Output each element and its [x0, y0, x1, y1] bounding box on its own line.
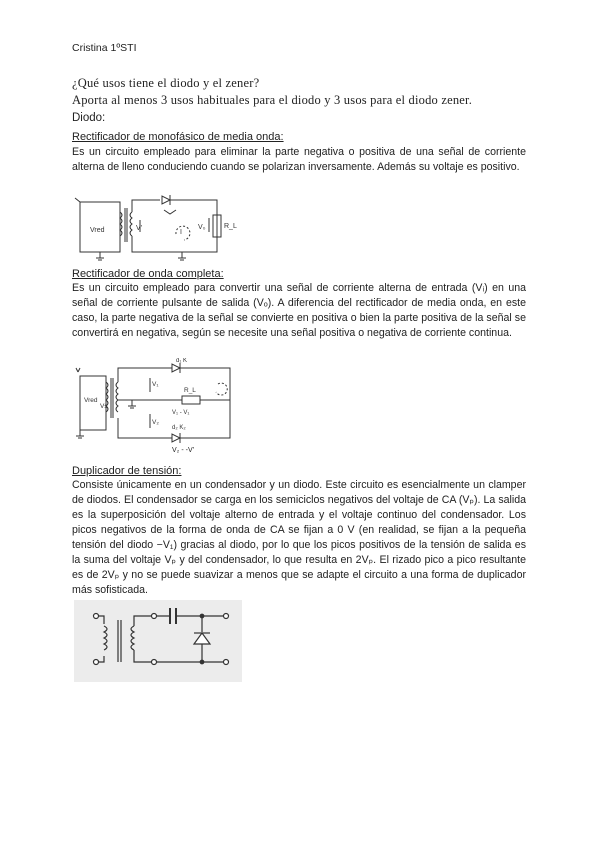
- label-rl: R_L: [224, 223, 237, 230]
- heading-voltage-doubler: Duplicador de tensión:: [72, 465, 182, 477]
- label-vbot: V₂ - -V': [172, 447, 194, 454]
- label-d1: d₁ K: [176, 358, 188, 364]
- label-vo: V₀: [198, 224, 206, 231]
- half-wave-circuit-figure: [72, 190, 272, 266]
- author-name: Cristina 1ºSTI: [72, 42, 137, 54]
- paragraph-voltage-doubler: Consiste únicamente en un condensador y un diodo. Este circuito es esencialmente un clamper de diodos. El condensador se carga en los semiciclos negativos del voltaje de CA (Vₚ). La salida es la superposición del voltaje alterno de entrada y el voltaje continuo del condensador. Los picos negativos de la forma de onda de CA se fijan a 0 V (en realidad, se fijan a la pequeña tensión del diodo −V₁) gracias al diodo, por lo que los picos positivos de la tensión de salida es la suma del voltaje Vₚ y del condensador, lo que resulta en 2Vₚ. El rizado pico a pico resultante es de 2Vₚ y no se puede suavizar a menos que se adapte el circuito a una forma de duplicador más sofisticada.: [72, 479, 526, 596]
- paragraph-half-wave: Es un circuito empleado para eliminar la parte negativa o positiva de una señal de corriente alterna de lleno conduciendo cuando se polarizan inversamente. Además su voltaje es positivo.: [72, 146, 526, 173]
- label-vs: Vs: [100, 403, 108, 410]
- label-vred: Vred: [90, 227, 105, 234]
- label-v2: V₂: [152, 419, 159, 426]
- paragraph-full-wave: Es un circuito empleado para convertir una señal de corriente alterna de entrada (Vᵢ) en una señal de corriente pulsante de salida (Vₒ). A diferencia del rectificador de media onda, en este caso, la parte negativa de la señal se convierte en positiva o bien la parte positiva de la señal se convertirá en negativa, según se necesite una señal positiva o negativa de corriente continua.: [72, 282, 526, 339]
- label-vout: V₁ - V₁: [172, 410, 190, 416]
- label-d2: d₂ K₂: [172, 425, 186, 431]
- heading-full-wave: Rectificador de onda completa:: [72, 268, 224, 280]
- section-title: Diodo:: [72, 112, 106, 124]
- label-v1: V₁: [152, 381, 159, 388]
- voltage-doubler-figure: [74, 600, 242, 682]
- question-line-2: Aporta al menos 3 usos habituales para el diodo y 3 usos para el diodo zener.: [72, 93, 473, 107]
- label-vred-2: Vred: [84, 397, 98, 404]
- label-v-prime: V': [136, 225, 143, 232]
- full-wave-circuit-figure: [72, 358, 242, 444]
- label-rl-2: R_L: [184, 387, 196, 394]
- label-current: I: [180, 229, 182, 236]
- heading-half-wave: Rectificador de monofásico de media onda:: [72, 131, 284, 143]
- question-line-1: ¿Qué usos tiene el diodo y el zener?: [72, 76, 260, 90]
